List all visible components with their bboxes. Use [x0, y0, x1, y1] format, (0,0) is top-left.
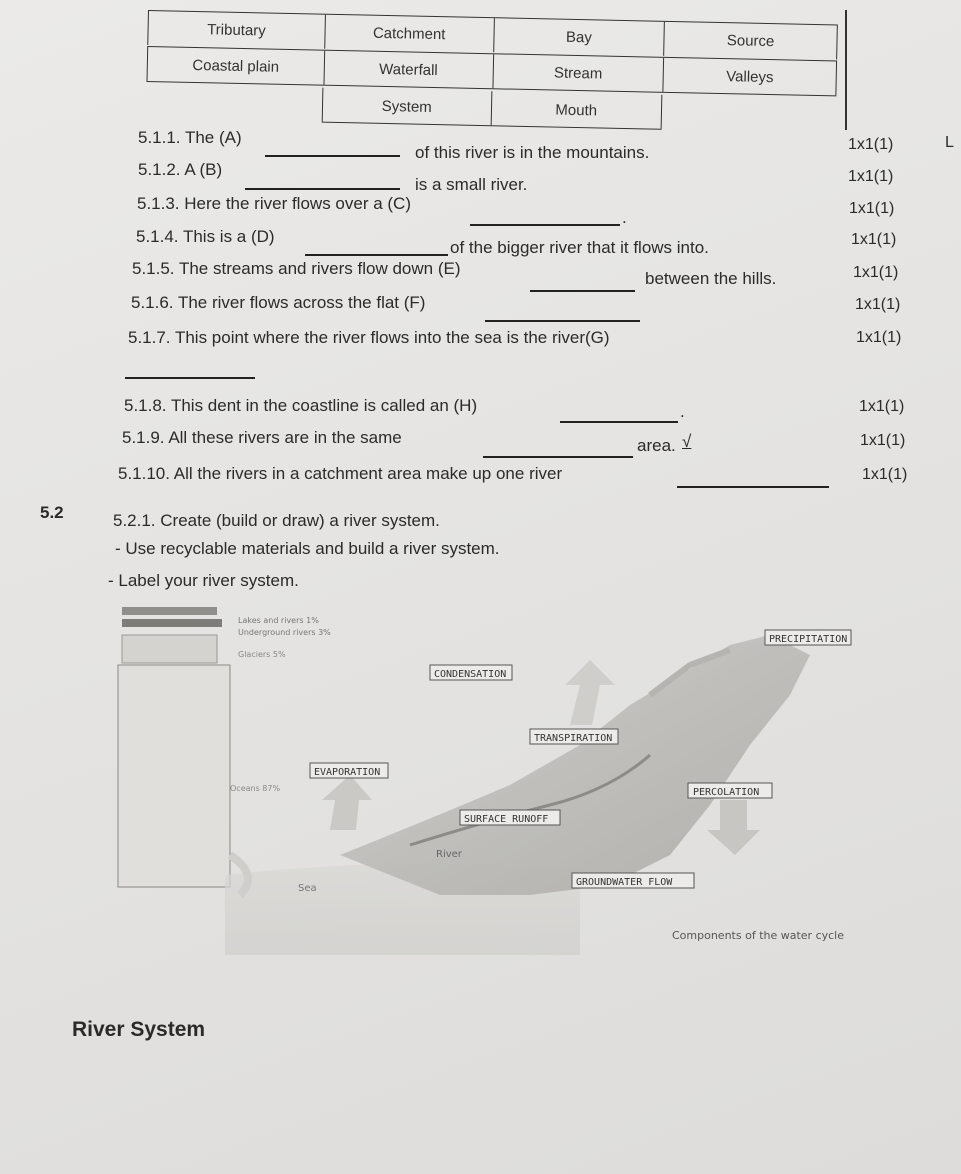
answer-blank-b[interactable] [245, 188, 400, 190]
condensation-arrow [565, 660, 615, 725]
legend-bar [122, 619, 222, 627]
question-5-1-10: 5.1.10. All the rivers in a catchment area make up one river [118, 464, 563, 483]
question-text: . [622, 208, 627, 227]
question-5-1-4: 5.1.4. This is a (D) [136, 227, 275, 246]
word-bank-cell: Stream [492, 54, 663, 92]
answer-blank-f[interactable] [485, 320, 640, 322]
question-text: area. [637, 436, 676, 455]
question-5-1-5: 5.1.5. The streams and rivers flow down (E) [132, 259, 461, 278]
river-system-title: River System [72, 1018, 206, 1041]
question-text: of this river is in the mountains. [415, 143, 650, 162]
legend-text: Glaciers 5% [238, 650, 286, 659]
percolation-label: PERCOLATION [693, 787, 760, 798]
word-bank-table [146, 10, 843, 137]
legend-text: Underground rivers 3% [238, 628, 331, 637]
question-5-1-3: 5.1.3. Here the river flows over a (C) [137, 194, 411, 213]
word-bank-cell: System [322, 88, 491, 126]
task-bullet: - Use recyclable materials and build a river system. [115, 539, 500, 558]
mark-allocation: 1x1(1) [848, 168, 894, 185]
mark-allocation: 1x1(1) [859, 398, 905, 415]
table-edge-line [845, 10, 847, 130]
evaporation-arrow [322, 775, 372, 830]
question-text: . [680, 402, 685, 421]
tick-mark: √ [682, 432, 692, 451]
task-bullet: - Label your river system. [108, 571, 299, 590]
question-5-1-8: 5.1.8. This dent in the coastline is called an (H) [124, 396, 478, 415]
ocean-bar [118, 665, 230, 887]
margin-note: L [945, 134, 954, 151]
answer-blank-g[interactable] [125, 377, 255, 379]
question-text: of the bigger river that it flows into. [450, 238, 709, 257]
precipitation-label: PRECIPITATION [769, 634, 848, 645]
river-label: River [436, 849, 462, 860]
legend-bar [122, 635, 217, 663]
word-bank-cell: Mouth [490, 91, 662, 129]
transpiration-label: TRANSPIRATION [534, 733, 613, 744]
percolation-arrow [707, 800, 760, 855]
word-bank-cell: Waterfall [323, 51, 492, 89]
ocean-label: Oceans 87% [230, 784, 281, 793]
answer-blank-h[interactable] [560, 421, 678, 423]
answer-blank-i[interactable] [483, 456, 633, 458]
legend-text: Lakes and rivers 1% [238, 616, 319, 625]
question-5-1-6: 5.1.6. The river flows across the flat (F) [131, 293, 426, 312]
water-cycle-diagram [110, 605, 880, 965]
answer-blank-a[interactable] [265, 155, 400, 157]
answer-blank-c[interactable] [470, 224, 620, 226]
mark-allocation: 1x1(1) [860, 432, 906, 449]
answer-blank-d[interactable] [305, 254, 448, 256]
diagram-caption: Components of the water cycle [672, 929, 845, 942]
landmass [340, 635, 810, 895]
word-bank-cell: Bay [493, 18, 664, 56]
groundwater-label: GROUNDWATER FLOW [576, 877, 673, 888]
mark-allocation: 1x1(1) [856, 329, 902, 346]
word-bank-cell: Catchment [324, 15, 493, 53]
legend-bar [122, 607, 217, 615]
question-5-1-2: 5.1.2. A (B) [138, 160, 223, 179]
word-bank-cell: Source [663, 22, 837, 60]
mark-allocation: 1x1(1) [848, 136, 894, 153]
mark-allocation: 1x1(1) [849, 200, 895, 217]
word-bank-row [322, 88, 663, 130]
section-number: 5.2 [40, 503, 64, 522]
question-5-1-7: 5.1.7. This point where the river flows into the sea is the river(G) [128, 328, 610, 347]
answer-blank-j[interactable] [677, 486, 829, 488]
mark-allocation: 1x1(1) [853, 264, 899, 281]
task-instruction: 5.2.1. Create (build or draw) a river system. [113, 511, 440, 530]
condensation-label: CONDENSATION [434, 669, 507, 680]
evaporation-label: EVAPORATION [314, 767, 381, 778]
mark-allocation: 1x1(1) [862, 466, 908, 483]
answer-blank-e[interactable] [530, 290, 635, 292]
mark-allocation: 1x1(1) [855, 296, 901, 313]
question-5-1-1: 5.1.1. The (A) [138, 128, 242, 147]
question-text: between the hills. [645, 269, 777, 288]
mark-allocation: 1x1(1) [851, 231, 897, 248]
word-bank-cell: Tributary [147, 11, 324, 49]
sea-label: Sea [298, 883, 317, 894]
surface-runoff-label: SURFACE RUNOFF [464, 814, 549, 825]
word-bank-cell: Coastal plain [147, 47, 324, 85]
question-5-1-9: 5.1.9. All these rivers are in the same [122, 428, 402, 447]
word-bank-cell: Valleys [663, 58, 837, 96]
question-text: is a small river. [415, 175, 528, 194]
